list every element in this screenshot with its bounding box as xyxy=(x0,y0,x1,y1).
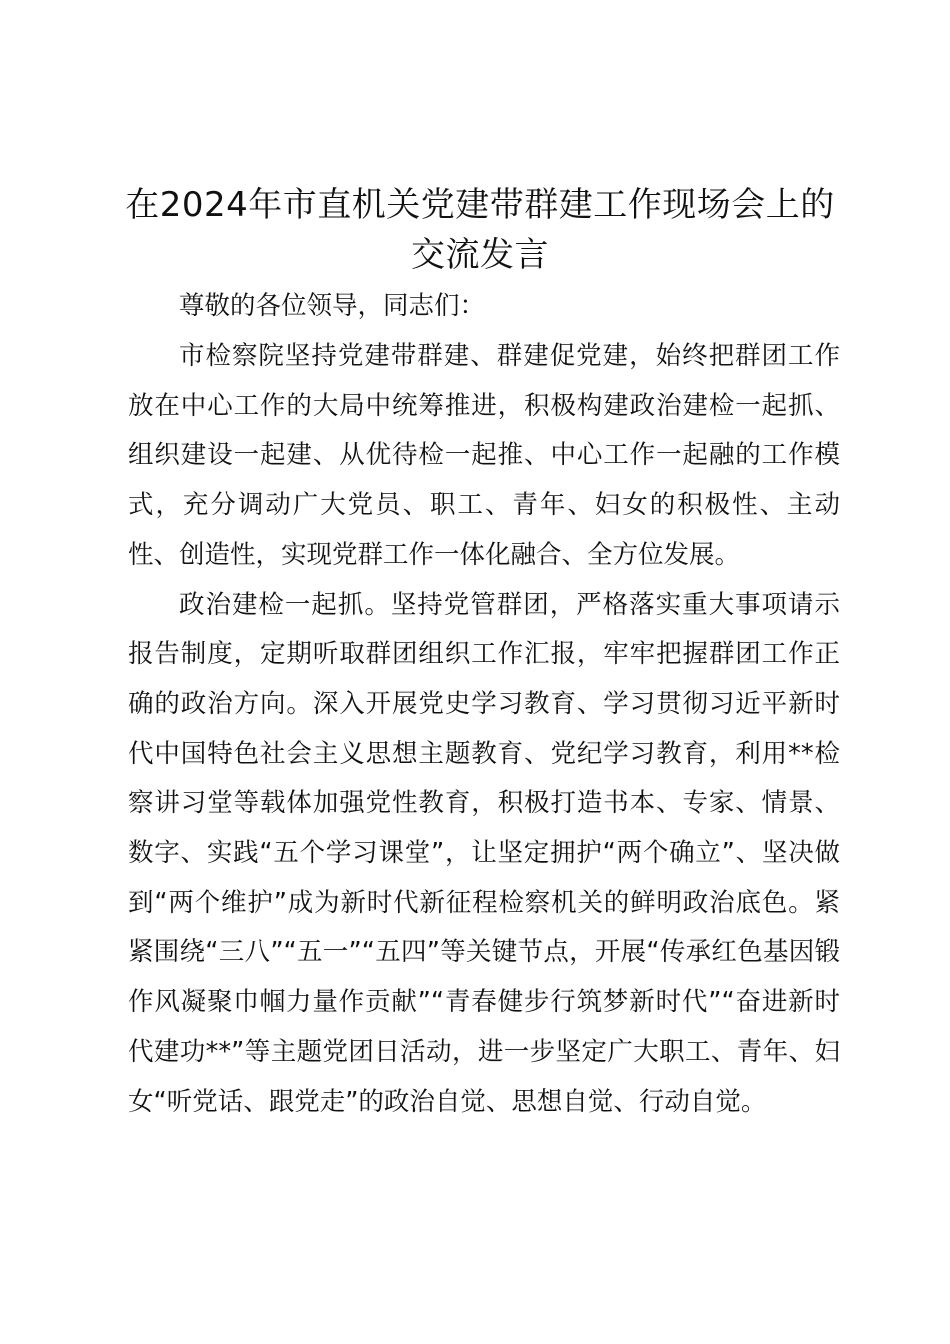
paragraph-intro: 市检察院坚持党建带群建、群建促党建，始终把群团工作放在中心工作的大局中统筹推进，积极构建政治建检一起抓、组织建设一起建、从优待检一起推、中心工作一起融的工作模式，充分调动广大党员、职工、青年、妇女的积极性、主动性、创造性，实现党群工作一体化融合、全方位发展。 xyxy=(128,341,840,570)
paragraph-political-construction: 政治建检一起抓。坚持党管群团，严格落实重大事项请示报告制度，定期听取群团组织工作汇报，牢牢把握群团工作正确的政治方向。深入开展党史学习教育、学习贯彻习近平新时代中国特色社会主义思想主题教育、党纪学习教育，利用**检察讲习堂等载体加强党性教育，积极打造书本、专家、情景、数字、实践“五个学习课堂”，让坚定拥护“两个确立”、坚决做到“两个维护”成为新时代新征程检察机关的鲜明政治底色。紧紧围绕“三八”“五一”“五四”等关键节点，开展“传承红色基因锻作风凝聚巾帼力量作贡献”“青春健步行筑梦新时代”“奋进新时代建功**”等主题党团日活动，进一步坚定广大职工、青年、妇女“听党话、跟党走”的政治自觉、思想自觉、行动自觉。 xyxy=(128,589,840,1117)
document-title: 在2024年市直机关党建带群建工作现场会上的交流发言 xyxy=(125,185,835,275)
salutation: 尊敬的各位领导，同志们： xyxy=(179,291,486,321)
document-body xyxy=(128,282,840,1127)
